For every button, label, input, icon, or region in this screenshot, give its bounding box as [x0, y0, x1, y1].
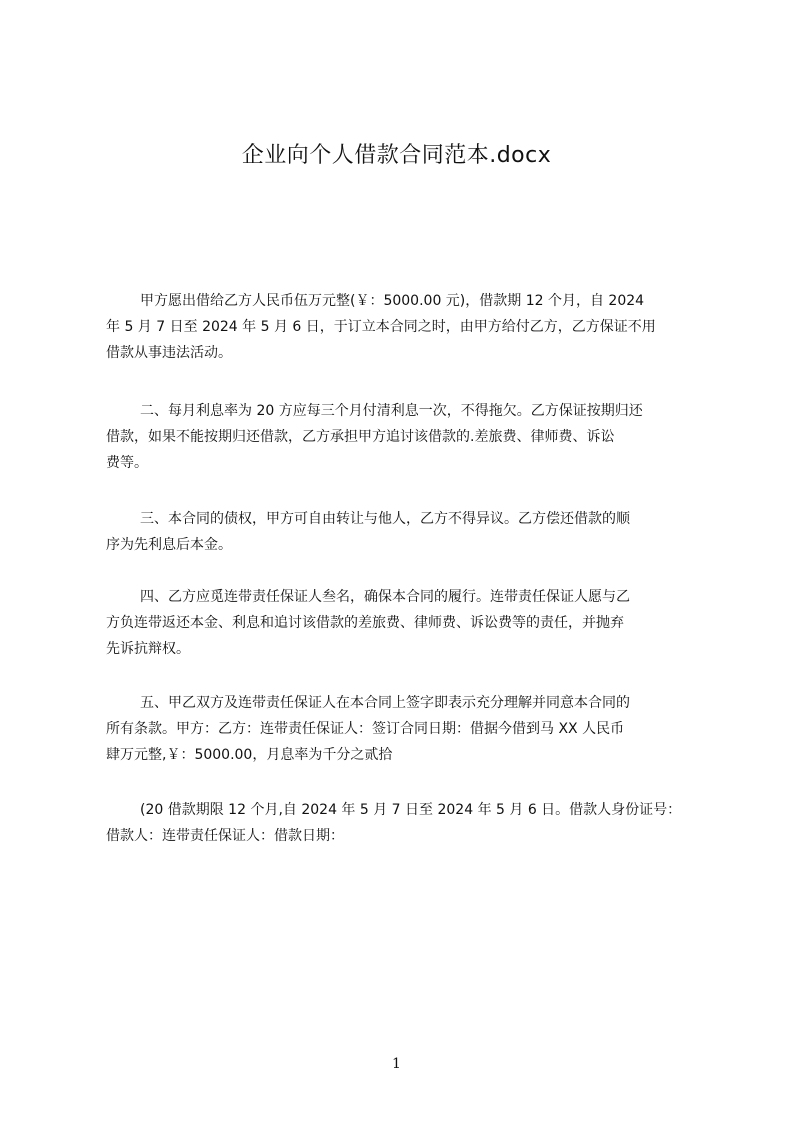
document-title: 企业向个人借款合同范本.docx: [241, 143, 552, 168]
paragraph-line: 借款，如果不能按期归还借款，乙方承担甲方追讨该借款的.差旅费、律师费、诉讼: [106, 429, 615, 445]
paragraph-loan-terms: [106, 288, 716, 366]
paragraph-line: (20 借款期限 12 个月,自 2024 年 5 月 7 日至 2024 年 5 月 6 日。借款人身份证号：: [140, 802, 682, 818]
paragraph-guarantors: [106, 584, 716, 662]
paragraph-line: 四、乙方应觅连带责任保证人叁名，确保本合同的履行。连带责任保证人愿与乙: [140, 589, 630, 605]
paragraph-line: 甲方愿出借给乙方人民币伍万元整(￥：5000.00 元)，借款期 12 个月，自 2024: [140, 293, 645, 309]
paragraph-line: 借款人：连带责任保证人：借款日期：: [106, 828, 344, 844]
paragraph-line: 五、甲乙双方及连带责任保证人在本合同上签字即表示充分理解并同意本合同的: [140, 695, 630, 711]
paragraph-iou-details: [106, 797, 736, 849]
paragraph-line: 方负连带返还本金、利息和追讨该借款的差旅费、律师费、诉讼费等的责任，并抛弃: [106, 615, 624, 631]
paragraph-creditor-rights: [106, 506, 716, 558]
paragraph-interest: [106, 398, 716, 476]
paragraph-line: 先诉抗辩权。: [106, 641, 190, 657]
paragraph-line: 费等。: [106, 455, 148, 471]
paragraph-line: 借款从事违法活动。: [106, 345, 232, 361]
paragraph-signatures: [106, 690, 716, 768]
paragraph-line: 肆万元整,￥：5000.00，月息率为千分之贰拾: [106, 747, 393, 763]
paragraph-line: 所有条款。甲方：乙方：连带责任保证人：签订合同日期：借据今借到马 XX 人民币: [106, 721, 625, 737]
paragraph-line: 三、本合同的债权，甲方可自由转让与他人，乙方不得异议。乙方偿还借款的顺: [140, 511, 630, 527]
paragraph-line: 二、每月利息率为 20 方应每三个月付清利息一次，不得拖欠。乙方保证按期归还: [140, 403, 643, 419]
paragraph-line: 序为先利息后本金。: [106, 537, 232, 553]
paragraph-line: 年 5 月 7 日至 2024 年 5 月 6 日，于订立本合同之时，由甲方给付乙方，乙方保证不用: [106, 319, 656, 335]
page-number: 1: [392, 1056, 401, 1072]
